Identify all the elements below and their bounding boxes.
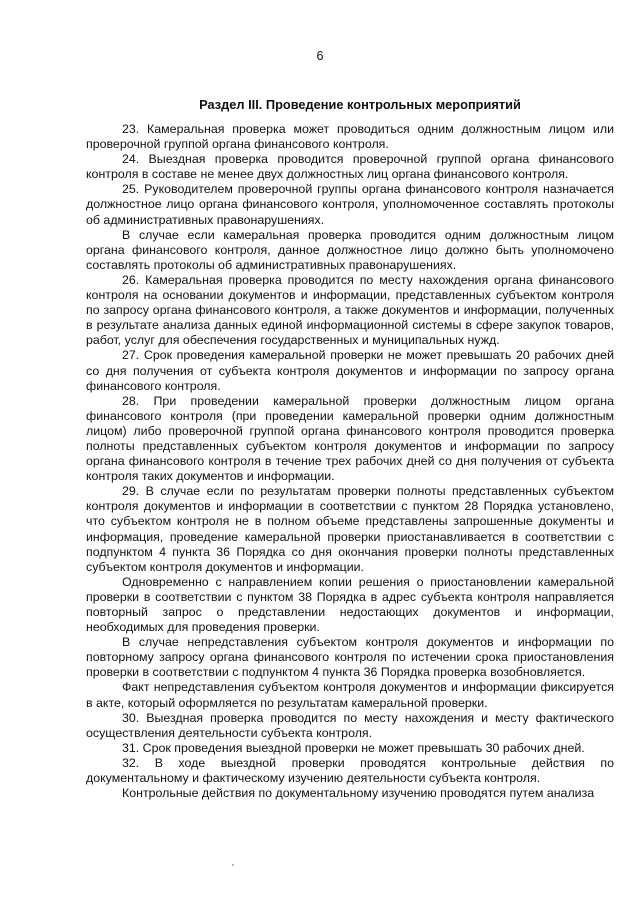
paragraph-29-resumption: В случае непредставления субъектом контроля документов и информации по повторному запросу органа финансового контроля по истечении срока приостановления проверки в соответствии с подпунктом 4 пункта 36 Порядка проверка возобновляется. xyxy=(86,635,614,680)
page-number: 6 xyxy=(316,49,324,63)
paragraph-27: 27. Срок проведения камеральной проверки не может превышать 20 рабочих дней со дня получения от субъекта контроля документов и информации по запросу органа финансового контроля. xyxy=(86,348,614,393)
paragraph-24: 24. Выездная проверка проводится проверочной группой органа финансового контроля в составе не менее двух должностных лиц органа финансового контроля. xyxy=(86,152,614,182)
paragraph-29-suspension: Одновременно с направлением копии решения о приостановлении камеральной проверки в соответствии с пунктом 38 Порядка в адрес субъекта контроля направляется повторный запрос о представлении недостающих документов и информации, необходимых для проведения проверки. xyxy=(86,574,614,635)
paragraph-31: 31. Срок проведения выездной проверки не может превышать 30 рабочих дней. xyxy=(122,740,585,755)
paragraph-32-continued: Контрольные действия по документальному изучению проводятся путем анализа xyxy=(122,786,595,801)
paragraph-25: 25. Руководителем проверочной группы органа финансового контроля назначается должностное лицо органа финансового контроля, уполномоченное составлять протоколы об административных правонарушениях. xyxy=(86,182,614,227)
paragraph-28: 28. При проведении камеральной проверки должностным лицом органа финансового контроля (при проведении камеральной проверки одним должностным лицом) либо проверочной группой органа финансового контроля проводится проверка полноты представленных субъектом контроля документов и информации по запросу органа финансового контроля в течение трех рабочих дней со дня получения от субъекта контроля таких документов и информации. xyxy=(86,393,614,484)
section-title: Раздел III. Проведение контрольных мероприятий xyxy=(199,97,521,112)
paragraph-23: 23. Камеральная проверка может проводиться одним должностным лицом или проверочной группой органа финансового контроля. xyxy=(86,122,614,152)
paragraph-30: 30. Выездная проверка проводится по месту нахождения и месту фактического осуществления деятельности субъекта контроля. xyxy=(86,710,614,740)
scan-dot xyxy=(232,864,234,866)
paragraph-29-record: Факт непредставления субъектом контроля документов и информации фиксируется в акте, который оформляется по результатам камеральной проверки. xyxy=(86,680,614,710)
body-text xyxy=(86,122,614,801)
paragraph-26: 26. Камеральная проверка проводится по месту нахождения органа финансового контроля на основании документов и информации, представленных субъектом контроля по запросу органа финансового контроля, а также документов и информации, полученных в результате анализа данных единой информационной системы в сфере закупок товаров, работ, услуг для обеспечения государственных и муниципальных нужд. xyxy=(86,272,614,348)
paragraph-29: 29. В случае если по результатам проверки полноты представленных субъектом контроля документов и информации в соответствии с пунктом 28 Порядка установлено, что субъектом контроля не в полном объеме представлены запрошенные документы и информация, проведение камеральной проверки приостанавливается в соответствии с подпунктом 4 пункта 36 Порядка со дня окончания проверки полноты представленных субъектом контроля документов и информации. xyxy=(86,484,614,574)
paragraph-25-continued: В случае если камеральная проверка проводится одним должностным лицом органа финансового контроля, данное должностное лицо должно быть уполномочено составлять протоколы об административных правонарушениях. xyxy=(86,227,614,272)
paragraph-32: 32. В ходе выездной проверки проводятся контрольные действия по документальному и фактическому изучению деятельности субъекта контроля. xyxy=(86,755,614,786)
